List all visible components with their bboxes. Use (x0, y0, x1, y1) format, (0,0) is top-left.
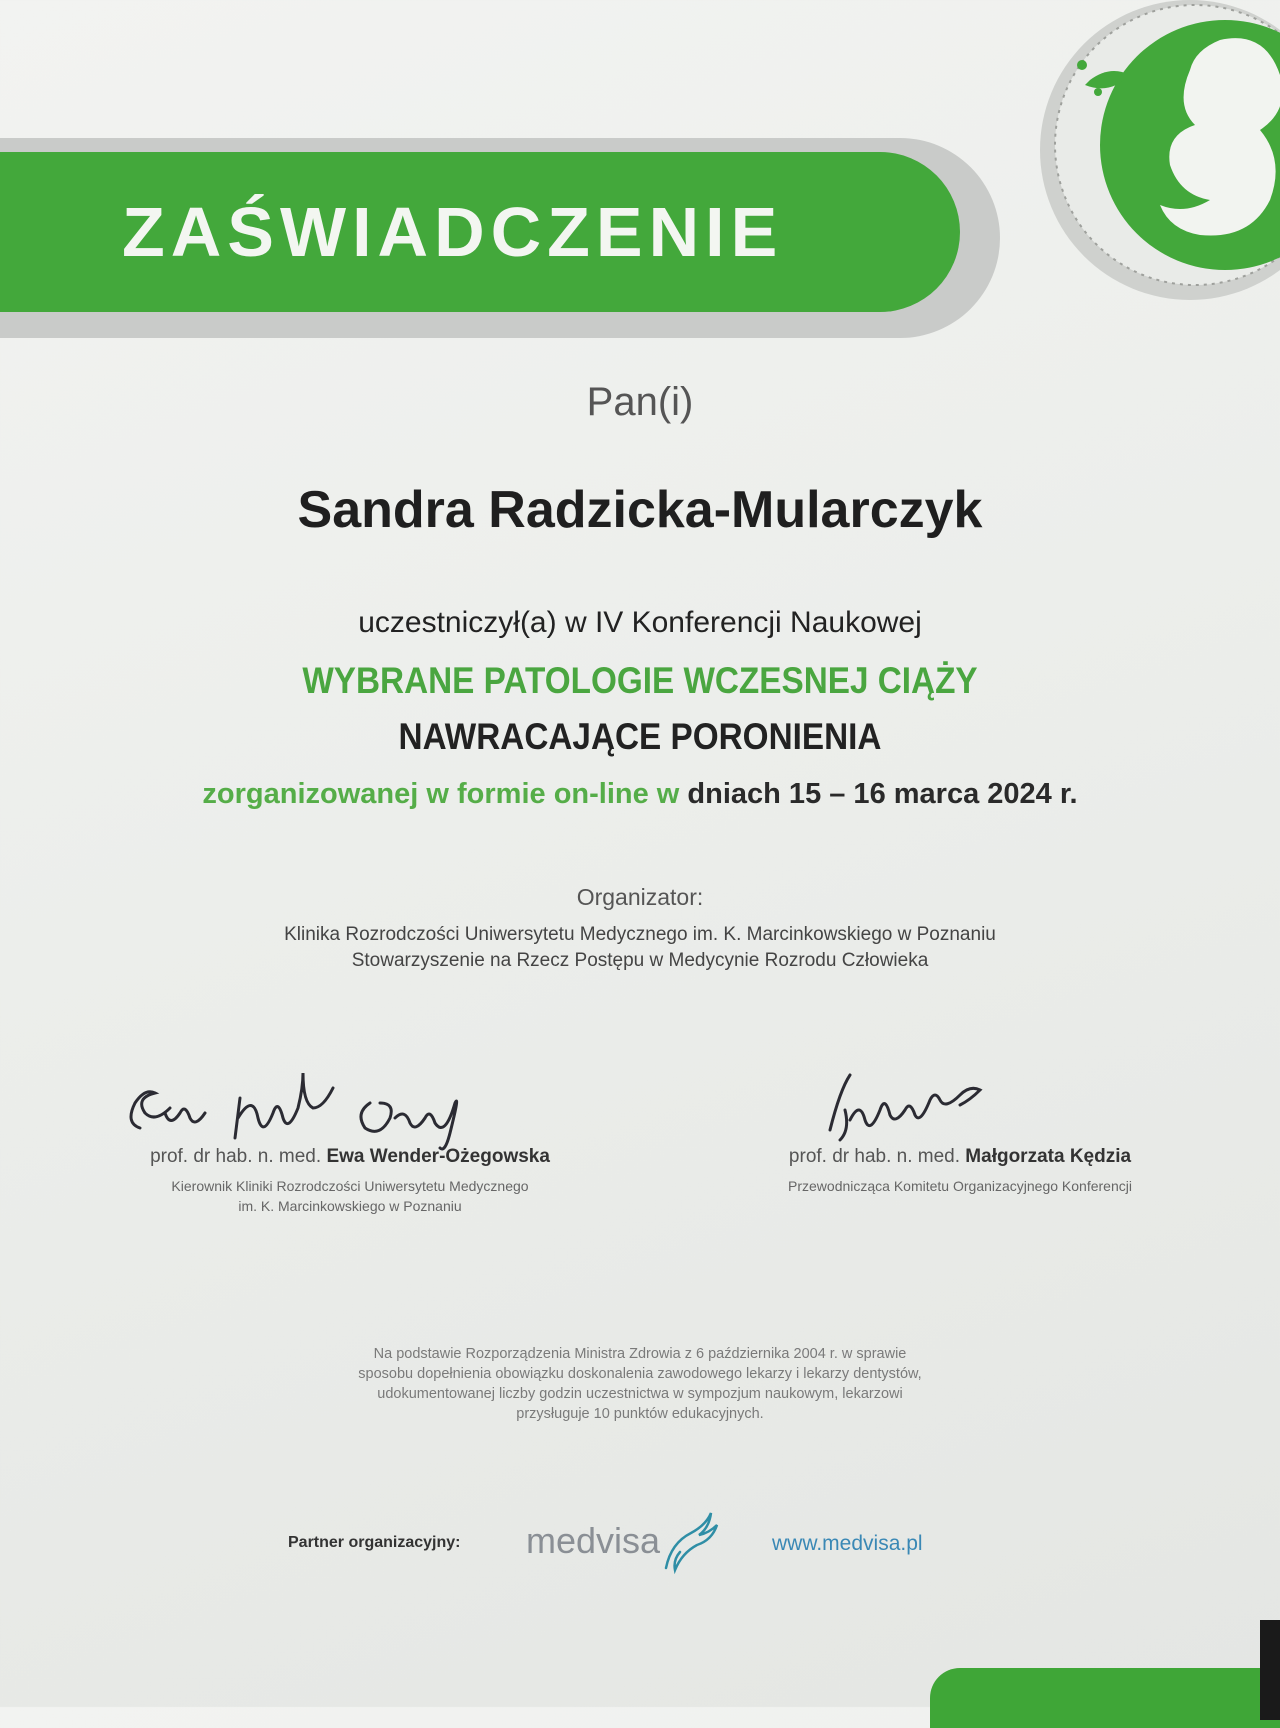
recipient-name: Sandra Radzicka-Mularczyk (297, 481, 983, 539)
certificate-title: ZAŚWIADCZENIE (122, 193, 784, 271)
conference-title: WYBRANE PATOLOGIE WCZESNEJ CIĄŻY (302, 660, 978, 701)
fetus-logo-icon (990, 0, 1280, 310)
participation-text: uczestniczył(a) w IV Konferencji Naukowej (358, 606, 922, 639)
legal-notice (240, 1344, 1040, 1424)
partner-url-link[interactable]: www.medvisa.pl (772, 1532, 923, 1555)
legal-line-1: Na podstawie Rozporządzenia Ministra Zdrowia z 6 października 2004 r. w sprawie (373, 1346, 907, 1362)
hummingbird-icon (666, 1513, 717, 1570)
partner-label: Partner organizacyjny: (288, 1534, 461, 1551)
header-banner (0, 152, 960, 312)
conference-dates (0, 778, 1280, 811)
medvisa-logo-text: medvisa (526, 1520, 661, 1561)
signatory-left-name: Ewa Wender-Ożegowska (326, 1146, 550, 1167)
salutation: Pan(i) (586, 380, 694, 424)
signatory-right-role-1: Przewodnicząca Komitetu Organizacyjnego Konferencji (788, 1178, 1132, 1194)
legal-line-4: przysługuje 10 punktów edukacyjnych. (516, 1406, 764, 1422)
signatory-right-title: prof. dr hab. n. med. (788, 1146, 961, 1167)
conference-subtitle: NAWRACAJĄCE PORONIENIA (398, 716, 882, 757)
organizer-label: Organizator: (576, 884, 704, 910)
footer-accent-bar (930, 1668, 1280, 1728)
dates-text: dniach 15 – 16 marca 2024 r. (687, 778, 1078, 810)
signatory-left (80, 1146, 620, 1216)
organizer-line-1: Klinika Rozrodczości Uniwersytetu Medycznego im. K. Marcinkowskiego w Poznaniu (284, 924, 996, 945)
legal-line-2: sposobu dopełnienia obowiązku doskonalenia zawodowego lekarzy i lekarzy dentystów, (358, 1366, 922, 1382)
signatory-left-title: prof. dr hab. n. med. (150, 1146, 322, 1167)
signatory-right-name: Małgorzata Kędzia (965, 1146, 1132, 1167)
format-text: zorganizowanej w formie on-line w (202, 778, 680, 810)
signatory-left-role-2: im. K. Marcinkowskiego w Poznaniu (238, 1198, 462, 1214)
photo-edge-shadow (1260, 1620, 1280, 1720)
signatory-right (680, 1146, 1240, 1196)
signature-right (820, 1060, 1020, 1150)
signatory-left-role-1: Kierownik Kliniki Rozrodczości Uniwersytetu Medycznego (171, 1178, 529, 1194)
medvisa-logo (526, 1508, 726, 1578)
organizer-line-2: Stowarzyszenie na Rzecz Postępu w Medycynie Rozrodu Człowieka (351, 950, 929, 971)
signature-left (110, 1058, 540, 1158)
legal-line-3: udokumentowanej liczby godzin uczestnictwa w sympozjum naukowym, lekarzowi (377, 1386, 903, 1402)
